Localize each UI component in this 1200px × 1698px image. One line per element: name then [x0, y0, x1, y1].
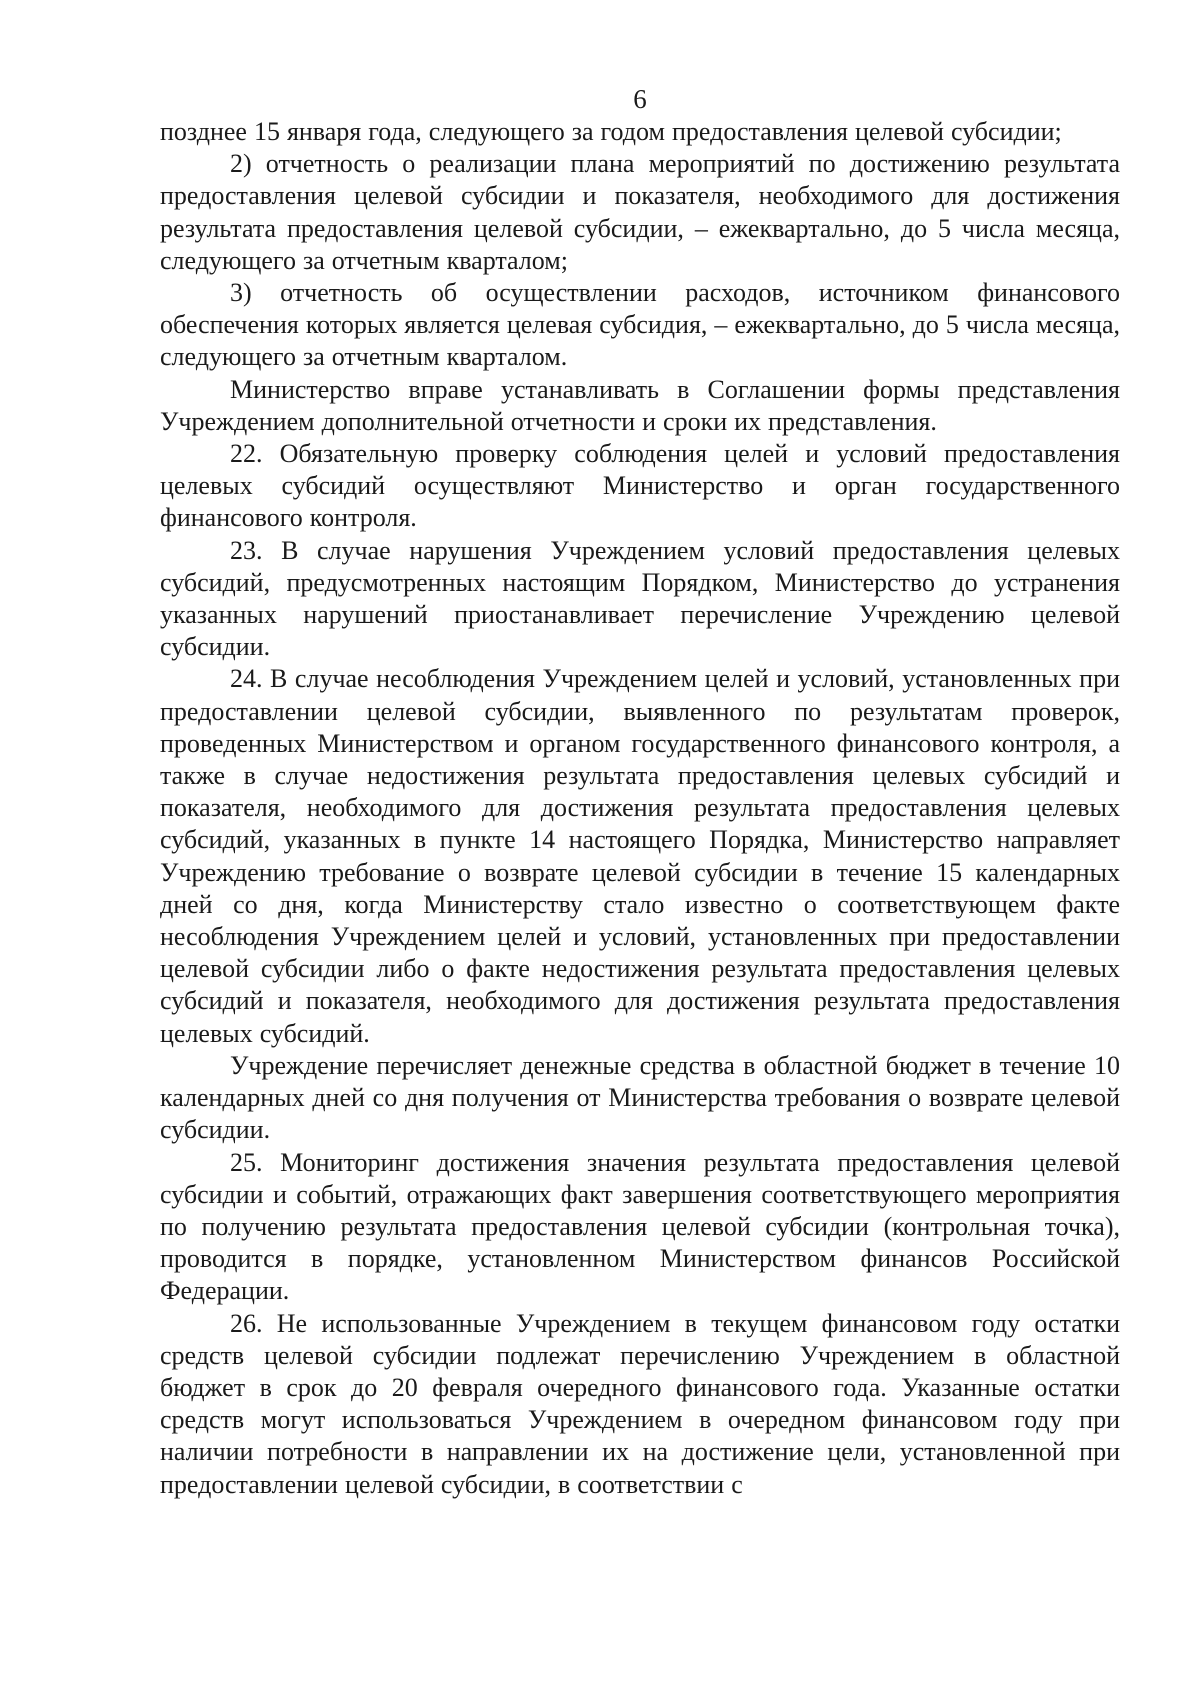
paragraph-clause-23: 23. В случае нарушения Учреждением условий предоставления целевых субсидий, предусмотренных настоящим Порядком, Министерство до устранения указанных нарушений приостанавливает перечисление Учреждению целевой субсидии. [160, 535, 1120, 662]
paragraph-clause-22: 22. Обязательную проверку соблюдения целей и условий предоставления целевых субсидий осуществляют Министерство и орган государственного финансового контроля. [160, 439, 1120, 533]
page-number: 6 [633, 84, 647, 114]
paragraph-continuation: позднее 15 января года, следующего за годом предоставления целевой субсидии; [160, 117, 1062, 146]
paragraph-item-3-reporting: 3) отчетность об осуществлении расходов, источником финансового обеспечения которых является целевая субсидия, – ежеквартально, до 5 числа месяца, следующего за отчетным кварталом. [160, 278, 1120, 372]
paragraph-clause-24: 24. В случае несоблюдения Учреждением целей и условий, установленных при предоставлении целевой субсидии, выявленного по результатам проверок, проведенных Министерством и органом государственного финансового контроля, а также в случае недостижения результата предоставления целевых субсидий и показателя, необходимого для достижения результата предоставления целевых субсидий, указанных в пункте 14 настоящего Порядка, Министерство направляет Учреждению требование о возврате целевой субсидии в течение 15 календарных дней со дня, когда Министерству стало известно о соответствующем факте несоблюдения Учреждением целей и условий, установленных при предоставлении целевой субсидии либо о факте недостижения результата предоставления целевых субсидий и показателя, необходимого для достижения результата предоставления целевых субсидий. [160, 664, 1120, 1048]
paragraph-refund-transfer: Учреждение перечисляет денежные средства в областной бюджет в течение 10 календарных дней со дня получения от Министерства требования о возврате целевой субсидии. [160, 1050, 1120, 1145]
document-page [160, 84, 1120, 1501]
paragraph-ministry-rights: Министерство вправе устанавливать в Соглашении формы представления Учреждением дополнительной отчетности и сроки их представления. [160, 374, 1120, 436]
paragraph-item-2-reporting: 2) отчетность о реализации плана мероприятий по достижению результата предоставления целевой субсидии и показателя, необходимого для достижения результата предоставления целевой субсидии, – ежеквартально, до 5 числа месяца, следующего за отчетным кварталом; [160, 149, 1120, 275]
paragraph-clause-26: 26. Не использованные Учреждением в текущем финансовом году остатки средств целевой субсидии подлежат перечислению Учреждением в областной бюджет в срок до 20 февраля очередного финансового года. Указанные остатки средств могут использоваться Учреждением в очередном финансовом году при наличии потребности в направлении их на достижение цели, установленной при предоставлении целевой субсидии, в соответствии с [160, 1308, 1120, 1499]
paragraph-clause-25: 25. Мониторинг достижения значения результата предоставления целевой субсидии и событий, отражающих факт завершения соответствующего мероприятия по получению результата предоставления целевой субсидии (контрольная точка), проводится в порядке, установленном Министерством финансов Российской Федерации. [160, 1147, 1120, 1306]
